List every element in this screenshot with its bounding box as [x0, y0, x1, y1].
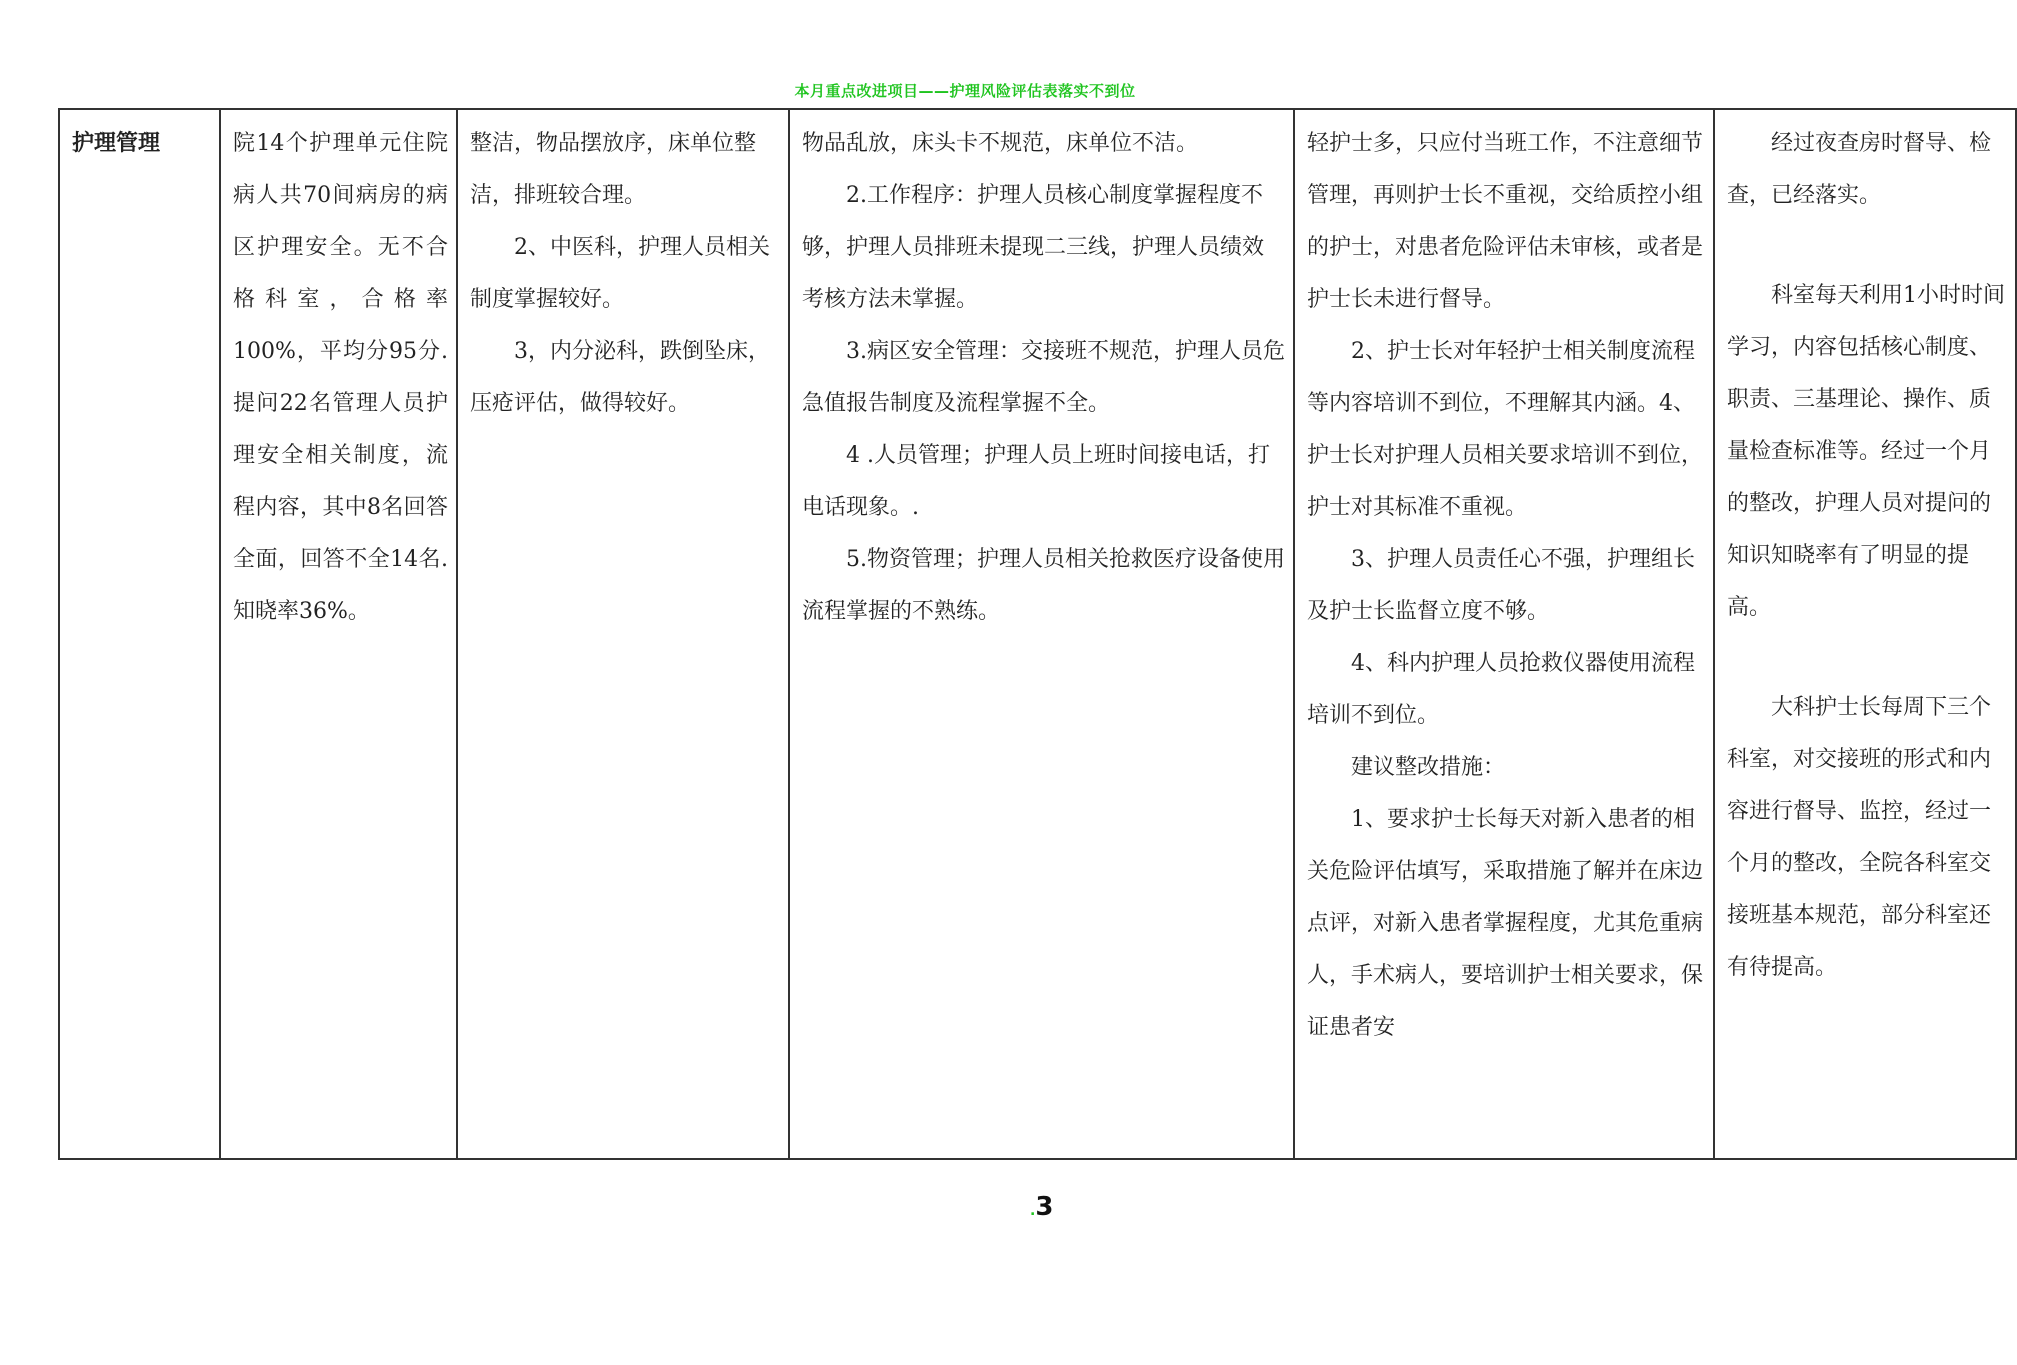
- cause-analysis-cell: [1294, 109, 1714, 1159]
- page-number-value: 3: [1035, 1192, 1054, 1222]
- inspection-summary-text: 院14个护理单元住院病人共70间病房的病区护理安全。无不合格科室，合格率100%，平均分95分.提问22名管理人员护理安全相关制度，流程内容，其中8名回答全面，回答不全14名.知晓率36%。: [233, 131, 448, 624]
- problem-item: 2.工作程序：护理人员核心制度掌握程度不够，护理人员排班未提现二三线，护理人员绩效考核方法未掌握。: [802, 183, 1265, 312]
- cause-item: 3、护理人员责任心不强，护理组长及护士长监督立度不够。: [1307, 547, 1695, 624]
- problems-cell: [789, 109, 1294, 1159]
- rectification-heading: 建议整改措施：: [1351, 755, 1506, 780]
- results-cell: [1714, 109, 2016, 1159]
- table-row: [59, 109, 2016, 1159]
- strength-item: 整洁，物品摆放序，床单位整洁，排班较合理。: [470, 131, 757, 208]
- document-header-title: 本月重点改进项目——护理风险评估表落实不到位: [794, 82, 1136, 100]
- strength-item: 3，内分泌科，跌倒坠床，压疮评估，做得较好。: [470, 339, 770, 416]
- page-number-dot: .: [1030, 1203, 1036, 1219]
- strengths-cell: [457, 109, 789, 1159]
- problem-item: 4 .人员管理；护理人员上班时间接电话，打电话现象。.: [802, 443, 1270, 520]
- strength-item: 2、中医科，护理人员相关制度掌握较好。: [470, 235, 770, 312]
- result-item: 科室每天利用1小时时间学习，内容包括核心制度、职责、三基理论、操作、质量检查标准等。经过一个月的整改，护理人员对提问的知识知晓率有了明显的提高。: [1727, 283, 2005, 620]
- page-number: [1030, 1192, 1053, 1222]
- nursing-management-table: [58, 108, 2017, 1160]
- cause-item: 轻护士多，只应付当班工作，不注意细节管理，再则护士长不重视，交给质控小组的护士，对患者危险评估未审核，或者是护士长未进行督导。: [1307, 131, 1704, 312]
- category-label: 护理管理: [72, 131, 161, 156]
- rectification-item: 1、要求护士长每天对新入患者的相关危险评估填写，采取措施了解并在床边点评，对新入患者掌握程度，尤其危重病人，手术病人，要培训护士相关要求，保证患者安: [1307, 807, 1704, 1040]
- category-cell: [59, 109, 220, 1159]
- problem-item: 5.物资管理；护理人员相关抢救医疗设备使用流程掌握的不熟练。: [802, 547, 1285, 624]
- paragraph-gap: [1727, 634, 2007, 682]
- cause-item: 4、科内护理人员抢救仪器使用流程培训不到位。: [1307, 651, 1695, 728]
- paragraph-gap: [1727, 222, 2007, 270]
- problem-item: 3.病区安全管理：交接班不规范，护理人员危急值报告制度及流程掌握不全。: [802, 339, 1285, 416]
- cause-item: 2、护士长对年轻护士相关制度流程等内容培训不到位，不理解其内涵。4、护士长对护理人员相关要求培训不到位，护士对其标准不重视。: [1307, 339, 1704, 520]
- result-item: 经过夜查房时督导、检查，已经落实。: [1727, 131, 1992, 208]
- result-item: 大科护士长每周下三个科室，对交接班的形式和内容进行督导、监控，经过一个月的整改，全院各科室交接班基本规范，部分科室还有待提高。: [1727, 695, 1992, 980]
- inspection-summary-cell: [220, 109, 457, 1159]
- problem-item: 物品乱放，床头卡不规范，床单位不洁。: [802, 131, 1199, 156]
